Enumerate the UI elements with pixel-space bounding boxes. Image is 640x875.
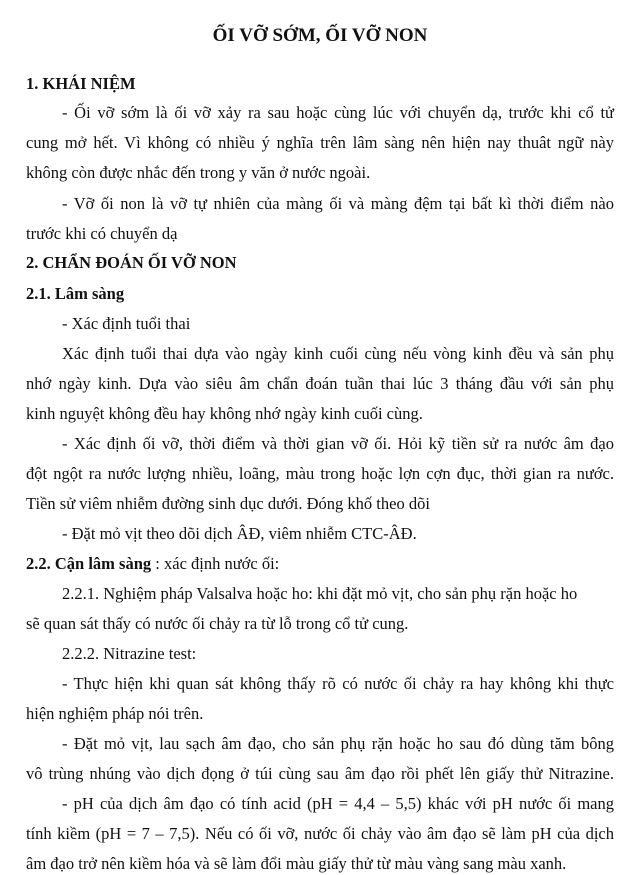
paragraph-line: Xác định tuổi thai dựa vào ngày kinh cuối cùng nếu vòng kinh đều và sản phụ: [62, 344, 614, 363]
paragraph-line: - Vỡ ối non là vỡ tự nhiên của màng ối và màng đệm tại bất kì thời điểm nào: [62, 194, 614, 213]
subsection-2-2-heading-bold: 2.2. Cận lâm sàng: [26, 554, 152, 573]
paragraph-line: kinh nguyệt không đều hay không nhớ ngày kinh cuối cùng.: [26, 404, 423, 423]
section-1-heading: 1. KHÁI NIỆM: [26, 74, 136, 93]
subsection-2-2-heading-rest: : xác định nước ối:: [151, 554, 280, 573]
paragraph-line: - Đặt mỏ vịt, lau sạch âm đạo, cho sản phụ rặn hoặc ho sau đó dùng tăm bông: [62, 734, 614, 753]
paragraph-line: - Xác định ối vỡ, thời điểm và thời gian vỡ ối. Hỏi kỹ tiền sử ra nước âm đạo: [62, 434, 614, 453]
paragraph-line: cung mở hết. Vì không có nhiều ý nghĩa trên lâm sàng nên hiện nay thuât ngữ này: [26, 133, 614, 152]
list-item: - Đặt mỏ vịt theo dõi dịch ÂĐ, viêm nhiễm CTC-ÂĐ.: [62, 524, 417, 543]
item-heading: Nghiệm pháp Valsalva hoặc ho:: [103, 584, 313, 603]
subsection-2-2-heading: [26, 553, 614, 575]
paragraph-line: đột ngột ra nước lượng nhiều, loãng, màu trong hoặc lợn cợn đục, thời gian ra nước.: [26, 464, 614, 483]
paragraph-line: vô trùng nhúng vào dịch đọng ở túi cùng sau âm đạo rồi phết lên giấy thử Nitrazine.: [26, 764, 614, 783]
paragraph-line: trước khi có chuyển dạ: [26, 224, 178, 243]
paragraph-line: tính kiềm (pH = 7 – 7,5). Nếu có ối vỡ, nước ối chảy vào âm đạo sẽ làm pH của dịch: [26, 824, 614, 843]
paragraph-line: [62, 583, 614, 605]
nitrazine-heading: 2.2.2. Nitrazine test:: [62, 644, 197, 663]
item-text: khi đặt mỏ vịt, cho sản phụ rặn hoặc ho: [312, 584, 578, 603]
paragraph-line: - pH của dịch âm đạo có tính acid (pH = 4,4 – 5,5) khác với pH nước ối mang: [62, 794, 614, 813]
paragraph-line: - Ối vỡ sớm là ối vỡ xảy ra sau hoặc cùng lúc với chuyển dạ, trước khi cổ tử: [62, 103, 614, 122]
paragraph-line: nhớ ngày kinh. Dựa vào siêu âm chẩn đoán tuần thai lúc 3 tháng đầu với sản phụ: [26, 374, 614, 393]
section-2-heading: 2. CHẨN ĐOÁN ỐI VỠ NON: [26, 253, 237, 272]
item-number: 2.2.1.: [62, 584, 104, 603]
list-item: - Xác định tuổi thai: [62, 314, 191, 333]
paragraph-line: âm đạo trở nên kiềm hóa và sẽ làm đổi màu giấy thử từ màu vàng sang màu xanh.: [26, 854, 567, 873]
page-title: ỐI VỠ SỚM, ỐI VỠ NON: [212, 25, 428, 46]
subsection-2-1-heading: 2.1. Lâm sàng: [26, 284, 125, 303]
paragraph-line: sẽ quan sát thấy có nước ối chảy ra từ lỗ trong cổ tử cung.: [26, 614, 409, 633]
paragraph-line: không còn được nhắc đến trong y văn ở nước ngoài.: [26, 163, 371, 182]
paragraph-line: Tiền sử viêm nhiễm đường sinh dục dưới. Đóng khố theo dõi: [26, 494, 430, 513]
paragraph-line: hiện nghiệm pháp nói trên.: [26, 704, 204, 723]
paragraph-line: - Thực hiện khi quan sát không thấy rõ có nước ối chảy ra hay không khi thực: [62, 674, 614, 693]
